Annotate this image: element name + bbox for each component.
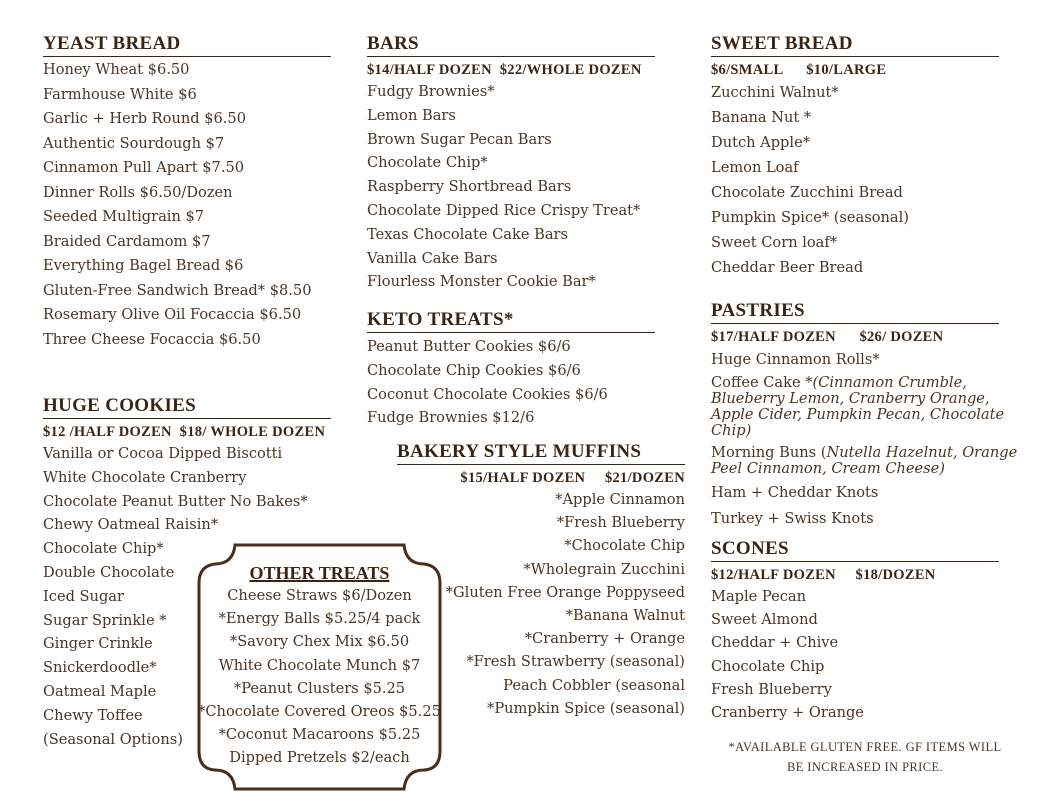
section-title: BARS bbox=[367, 33, 655, 57]
section-yeast-bread bbox=[43, 33, 331, 352]
menu-item: White Chocolate Munch $7 bbox=[218, 656, 421, 674]
menu-item: *Apple Cinnamon bbox=[555, 491, 685, 508]
menu-item: *Chocolate Covered Oreos $5.25 bbox=[198, 703, 441, 721]
section-title: KETO TREATS* bbox=[367, 309, 655, 333]
menu-item: Sugar Sprinkle * bbox=[43, 611, 167, 629]
menu-item: Oatmeal Maple bbox=[43, 682, 157, 700]
menu-item: *Cranberry + Orange bbox=[524, 630, 685, 648]
item-flavors: *(Cinnamon Crumble, Blueberry Lemon, Cranberry Orange, Apple Cider, Pumpkin Pecan, Chocolate Chip) bbox=[711, 374, 1005, 439]
section-title: SWEET BREAD bbox=[711, 33, 999, 57]
menu-item: Chewy Oatmeal Raisin* bbox=[43, 516, 219, 534]
menu-item: Lemon Bars bbox=[367, 106, 456, 124]
menu-item: Cheddar Beer Bread bbox=[711, 259, 864, 276]
menu-item: Raspberry Shortbread Bars bbox=[367, 178, 572, 196]
price-line: $12/HALF DOZEN $18/DOZEN bbox=[711, 567, 936, 583]
other-treats-box bbox=[197, 543, 442, 791]
menu-item: (Seasonal Options) bbox=[43, 730, 183, 748]
menu-item: Ginger Crinkle bbox=[43, 635, 153, 653]
menu-item: Dutch Apple* bbox=[711, 134, 810, 151]
price-line: $17/HALF DOZEN $26/ DOZEN bbox=[711, 329, 944, 345]
menu-item-morning-buns bbox=[711, 445, 1021, 477]
menu-item: Chocolate Chip* bbox=[43, 540, 164, 558]
section-title: YEAST BREAD bbox=[43, 33, 331, 57]
menu-item: *Energy Balls $5.25/4 pack bbox=[218, 610, 421, 628]
menu-item: Dinner Rolls $6.50/Dozen bbox=[43, 183, 233, 201]
menu-item: Cheese Straws $6/Dozen bbox=[227, 587, 412, 604]
menu-item: Vanilla Cake Bars bbox=[367, 249, 498, 267]
price-line: $14/HALF DOZEN $22/WHOLE DOZEN bbox=[367, 62, 642, 78]
menu-item: Sweet Almond bbox=[711, 611, 818, 629]
menu-item: Vanilla or Cocoa Dipped Biscotti bbox=[43, 445, 283, 462]
menu-item: Braided Cardamom $7 bbox=[43, 232, 211, 250]
menu-item: Snickerdoodle* bbox=[43, 659, 157, 677]
menu-item: Authentic Sourdough $7 bbox=[43, 134, 225, 152]
menu-item: Cinnamon Pull Apart $7.50 bbox=[43, 159, 245, 176]
menu-item: Rosemary Olive Oil Focaccia $6.50 bbox=[43, 306, 302, 323]
menu-item: Fudge Brownies $12/6 bbox=[367, 409, 535, 427]
menu-item: Flourless Monster Cookie Bar* bbox=[367, 273, 596, 291]
menu-item: Turkey + Swiss Knots bbox=[711, 510, 874, 527]
menu-item: Chocolate Dipped Rice Crispy Treat* bbox=[367, 201, 641, 219]
menu-item: Peach Cobbler (seasonal bbox=[503, 676, 685, 694]
price-line: $6/SMALL $10/LARGE bbox=[711, 62, 887, 78]
menu-item: Banana Nut * bbox=[711, 109, 812, 126]
menu-item: Chocolate Chip bbox=[711, 657, 825, 675]
menu-item: *Fresh Blueberry bbox=[556, 514, 685, 532]
menu-item: Three Cheese Focaccia $6.50 bbox=[43, 330, 261, 348]
menu-item: Chocolate Peanut Butter No Bakes* bbox=[43, 492, 308, 510]
menu-item: Zucchini Walnut* bbox=[711, 84, 839, 101]
section-pastries bbox=[711, 300, 1021, 532]
menu-item: Everything Bagel Bread $6 bbox=[43, 257, 244, 274]
menu-item: Chocolate Chip Cookies $6/6 bbox=[367, 361, 581, 379]
menu-item: Honey Wheat $6.50 bbox=[43, 61, 190, 78]
menu-item: Seeded Multigrain $7 bbox=[43, 208, 205, 225]
menu-item: Iced Sugar bbox=[43, 587, 124, 605]
item-label: Coffee Cake bbox=[711, 374, 806, 391]
menu-item: Pumpkin Spice* (seasonal) bbox=[711, 209, 909, 226]
menu-item: Ham + Cheddar Knots bbox=[711, 484, 879, 501]
menu-item: Sweet Corn loaf* bbox=[711, 234, 838, 251]
price-line: $15/HALF DOZEN $21/DOZEN bbox=[460, 470, 685, 486]
menu-item-coffee-cake bbox=[711, 375, 1021, 439]
menu-item: Double Chocolate bbox=[43, 563, 175, 581]
menu-item: Cheddar + Chive bbox=[711, 634, 839, 652]
menu-item: *Banana Walnut bbox=[565, 607, 685, 625]
menu-item: *Gluten Free Orange Poppyseed bbox=[445, 583, 685, 601]
menu-item: Gluten-Free Sandwich Bread* $8.50 bbox=[43, 281, 312, 299]
menu-item: Garlic + Herb Round $6.50 bbox=[43, 110, 247, 127]
menu-item: *Pumpkin Spice (seasonal) bbox=[487, 699, 685, 717]
menu-item: Chewy Toffee bbox=[43, 706, 143, 724]
menu-item: Cranberry + Orange bbox=[711, 704, 864, 722]
section-title: SCONES bbox=[711, 538, 999, 562]
section-title: OTHER TREATS bbox=[249, 563, 390, 583]
menu-item: Farmhouse White $6 bbox=[43, 85, 197, 103]
menu-item: Fresh Blueberry bbox=[711, 680, 832, 698]
price-line: $12 /HALF DOZEN $18/ WHOLE DOZEN bbox=[43, 424, 326, 440]
menu-item: Huge Cinnamon Rolls* bbox=[711, 351, 880, 368]
section-scones bbox=[711, 538, 999, 724]
menu-item: *Chocolate Chip bbox=[564, 537, 685, 555]
section-sweet-bread bbox=[711, 33, 999, 280]
section-keto-treats bbox=[367, 309, 655, 430]
section-title: PASTRIES bbox=[711, 300, 999, 324]
section-title: HUGE COOKIES bbox=[43, 395, 331, 419]
menu-item: *Savory Chex Mix $6.50 bbox=[229, 633, 410, 651]
menu-item: *Fresh Strawberry (seasonal) bbox=[466, 653, 685, 671]
menu-item: Maple Pecan bbox=[711, 588, 807, 605]
menu-item: Peanut Butter Cookies $6/6 bbox=[367, 338, 571, 355]
menu-item: Chocolate Chip* bbox=[367, 154, 488, 172]
menu-item: Lemon Loaf bbox=[711, 159, 799, 176]
menu-item: White Chocolate Cranberry bbox=[43, 468, 247, 486]
menu-item: Brown Sugar Pecan Bars bbox=[367, 130, 552, 148]
menu-item: Chocolate Zucchini Bread bbox=[711, 184, 903, 201]
menu-item: Texas Chocolate Cake Bars bbox=[367, 225, 568, 243]
menu-item: Coconut Chocolate Cookies $6/6 bbox=[367, 385, 608, 403]
gluten-free-footnote bbox=[700, 737, 1030, 777]
menu-item: Fudgy Brownies* bbox=[367, 83, 495, 100]
item-label: Morning Buns ( bbox=[711, 444, 827, 461]
footnote-line: BE INCREASED IN PRICE. bbox=[786, 760, 944, 774]
item-flavors: Nutella Hazelnut, Orange Peel Cinnamon, Cream Cheese) bbox=[711, 444, 1018, 477]
menu-item: *Coconut Macaroons $5.25 bbox=[218, 726, 421, 744]
footnote-line: *AVAILABLE GLUTEN FREE. GF ITEMS WILL bbox=[728, 740, 1002, 754]
menu-item: *Wholegrain Zucchini bbox=[523, 560, 685, 578]
menu-item: Dipped Pretzels $2/each bbox=[229, 749, 410, 767]
menu-item: *Peanut Clusters $5.25 bbox=[233, 679, 406, 697]
section-title: BAKERY STYLE MUFFINS bbox=[397, 441, 685, 465]
section-bars bbox=[367, 33, 655, 294]
